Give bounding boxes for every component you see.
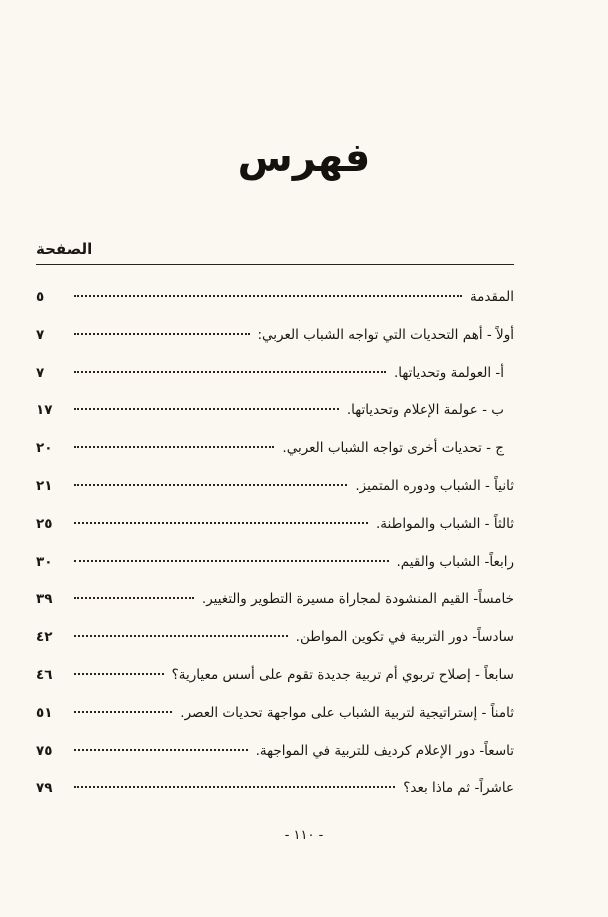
- toc-entry-page: ١٧: [36, 402, 53, 419]
- footer-page-number: - ١١٠ -: [284, 828, 324, 843]
- toc-entry-page: ٣٩: [36, 591, 53, 608]
- toc-entry-label: ثانياً - الشباب ودوره المتميز.: [355, 477, 514, 494]
- toc-leader-dots: [74, 371, 386, 373]
- toc-entry: [36, 547, 514, 578]
- toc-leader-dots: [74, 408, 339, 410]
- toc-entry-label: ب - عولمة الإعلام وتحدياتها.: [346, 402, 504, 419]
- toc-entry-label: تاسعاً- دور الإعلام كرديف للتربية في المواجهة.: [255, 742, 514, 759]
- toc-entry: [36, 509, 514, 540]
- toc-entry: [36, 471, 514, 502]
- toc-leader-dots: [74, 446, 274, 448]
- toc-leader-dots: [74, 749, 248, 751]
- toc-entry: [36, 433, 514, 464]
- toc-entry: [36, 736, 514, 767]
- toc-entry-page: ٣٠: [36, 553, 53, 570]
- table-of-contents: [36, 282, 514, 811]
- toc-entry: [36, 282, 514, 313]
- toc-leader-dots: [74, 786, 395, 788]
- toc-leader-dots: [74, 635, 288, 637]
- page-column-header: الصفحة: [36, 240, 93, 258]
- toc-entry-page: ٥: [36, 289, 45, 305]
- toc-entry-label: أولاً - أهم التحديات التي تواجه الشباب العربي:: [257, 326, 514, 343]
- toc-leader-dots: [74, 711, 172, 713]
- toc-entry-page: ٧٩: [36, 780, 53, 797]
- toc-leader-dots: [74, 673, 164, 675]
- toc-entry-page: ٤٦: [36, 666, 53, 683]
- toc-entry-page: ٧: [36, 326, 45, 343]
- page-title: فهرس: [237, 135, 371, 181]
- toc-entry-label: المقدمة: [469, 289, 514, 305]
- toc-entry-page: ٧٥: [36, 742, 53, 759]
- header-rule: [36, 264, 514, 265]
- toc-leader-dots: [74, 560, 389, 562]
- toc-entry-label: سابعاً - إصلاح تربوي أم تربية جديدة تقوم على أسس معيارية؟: [171, 666, 514, 683]
- toc-entry-label: ج - تحديات أخرى تواجه الشباب العربي.: [282, 440, 504, 457]
- toc-entry-page: ٢٠: [36, 440, 53, 457]
- toc-entry: [36, 358, 514, 389]
- toc-leader-dots: [74, 484, 347, 486]
- toc-leader-dots: [74, 522, 368, 524]
- toc-entry-label: ثامناً - إستراتيجية لتربية الشباب على مواجهة تحديات العصر.: [180, 704, 514, 721]
- toc-entry-page: ٢٥: [36, 515, 53, 532]
- toc-leader-dots: [74, 333, 250, 335]
- toc-entry: [36, 773, 514, 804]
- toc-entry-label: خامساً- القيم المنشودة لمجاراة مسيرة التطوير والتغيير.: [201, 591, 514, 608]
- toc-entry: [36, 698, 514, 729]
- toc-entry-label: أ- العولمة وتحدياتها.: [393, 364, 504, 381]
- toc-entry: [36, 395, 514, 426]
- toc-entry: [36, 320, 514, 351]
- toc-entry-label: ثالثاً - الشباب والمواطنة.: [376, 515, 514, 532]
- toc-entry: [36, 622, 514, 653]
- toc-leader-dots: [74, 295, 462, 297]
- toc-entry-label: رابعاً- الشباب والقيم.: [396, 553, 514, 570]
- toc-entry-page: ٥١: [36, 704, 53, 721]
- toc-entry-page: ٧: [36, 364, 45, 381]
- toc-entry-page: ٤٢: [36, 629, 53, 646]
- toc-entry: [36, 660, 514, 691]
- toc-entry-label: عاشراً- ثم ماذا بعد؟: [403, 780, 514, 797]
- toc-entry: [36, 584, 514, 615]
- toc-entry-label: سادساً- دور التربية في تكوين المواطن.: [295, 629, 514, 646]
- toc-leader-dots: [74, 597, 194, 599]
- toc-entry-page: ٢١: [36, 477, 53, 494]
